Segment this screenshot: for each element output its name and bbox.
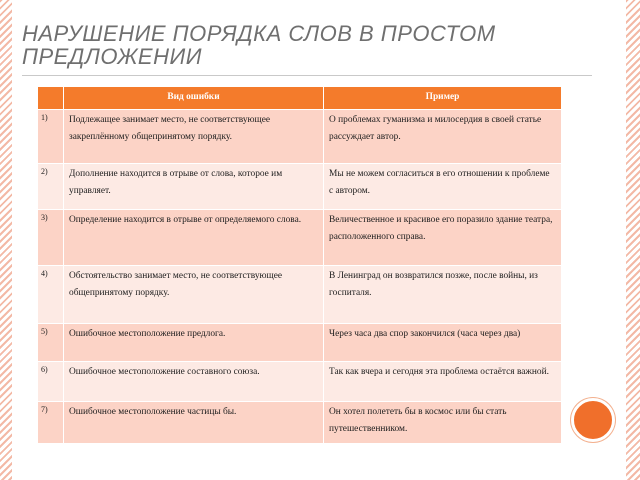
example-cell: В Ленинград он возвратился позже, после войны, из госпиталя. xyxy=(324,266,562,324)
table-row xyxy=(38,266,562,324)
example-cell: Через часа два спор закончился (часа через два) xyxy=(324,324,562,362)
table-row xyxy=(38,362,562,402)
example-cell: О проблемах гуманизма и милосердия в своей статье рассуждает автор. xyxy=(324,110,562,164)
header-example: Пример xyxy=(324,87,562,110)
row-number: 5) xyxy=(38,324,64,362)
example-cell: Так как вчера и сегодня эта проблема остаётся важной. xyxy=(324,362,562,402)
example-cell: Мы не можем согласиться в его отношении к проблеме с автором. xyxy=(324,164,562,210)
slide-title: НАРУШЕНИЕ ПОРЯДКА СЛОВ В ПРОСТОМ ПРЕДЛОЖЕНИИ xyxy=(22,21,496,69)
header-number xyxy=(38,87,64,110)
table-row xyxy=(38,210,562,266)
error-type-cell: Подлежащее занимает место, не соответствующее закреплённому общепринятому порядку. xyxy=(64,110,324,164)
errors-table xyxy=(37,86,562,444)
error-type-cell: Определение находится в отрыве от определяемого слова. xyxy=(64,210,324,266)
table-row xyxy=(38,402,562,444)
row-number: 7) xyxy=(38,402,64,444)
table-header-row xyxy=(38,87,562,110)
row-number: 2) xyxy=(38,164,64,210)
decorative-orange-circle xyxy=(571,398,615,442)
row-number: 1) xyxy=(38,110,64,164)
title-divider xyxy=(22,75,592,76)
table-row xyxy=(38,110,562,164)
example-cell: Величественное и красивое его поразило здание театра, расположенного справа. xyxy=(324,210,562,266)
example-cell: Он хотел полететь бы в космос или бы стать путешественником. xyxy=(324,402,562,444)
error-type-cell: Обстоятельство занимает место, не соответствующее общепринятому порядку. xyxy=(64,266,324,324)
error-type-cell: Ошибочное местоположение предлога. xyxy=(64,324,324,362)
table-row xyxy=(38,324,562,362)
error-type-cell: Ошибочное местоположение частицы бы. xyxy=(64,402,324,444)
table-row xyxy=(38,164,562,210)
error-type-cell: Ошибочное местоположение составного союза. xyxy=(64,362,324,402)
row-number: 6) xyxy=(38,362,64,402)
left-decorative-stripe xyxy=(0,0,12,480)
right-decorative-stripe xyxy=(626,0,640,480)
error-type-cell: Дополнение находится в отрыве от слова, которое им управляет. xyxy=(64,164,324,210)
header-error-type: Вид ошибки xyxy=(64,87,324,110)
row-number: 3) xyxy=(38,210,64,266)
row-number: 4) xyxy=(38,266,64,324)
